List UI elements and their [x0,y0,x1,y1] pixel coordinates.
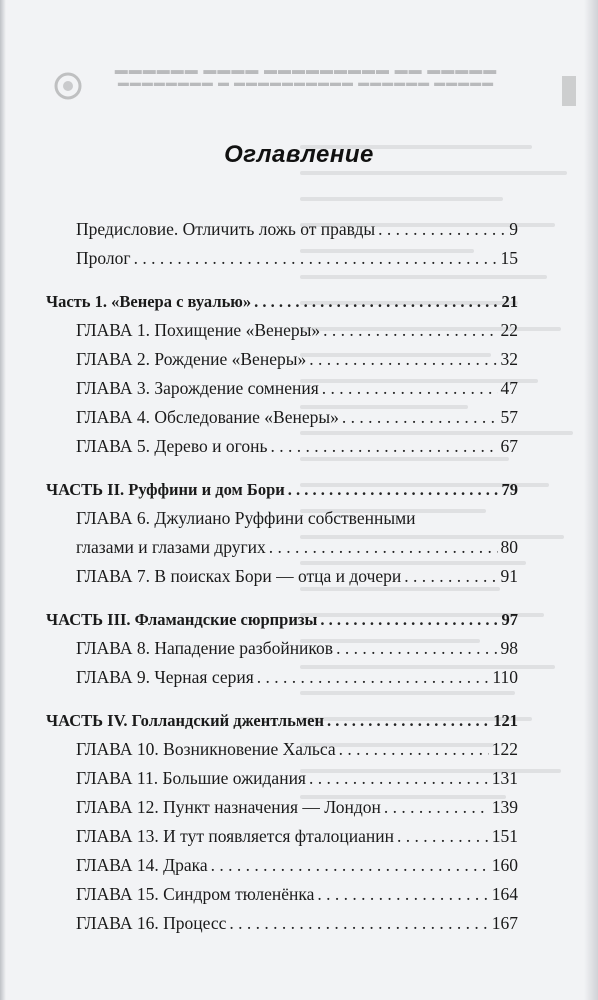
toc-part-label: ЧАСТЬ IV. Голландский джентльмен [46,711,324,730]
leader-dots [342,403,498,432]
toc-page-number: 167 [491,913,518,933]
toc-part-label: ЧАСТЬ II. Руффини и дом Бори [46,480,285,499]
toc-entry[interactable] [46,345,518,374]
toc-entry[interactable] [46,793,518,822]
toc-entry[interactable] [46,634,518,663]
toc-entry[interactable] [46,822,518,851]
toc-page-number: 22 [500,320,518,340]
leader-dots [270,432,497,461]
toc-entry-label: ГЛАВА 10. Возникновение Хальса [76,739,336,759]
toc-entry-label: ГЛАВА 14. Драка [76,855,208,875]
toc-entry-label: ГЛАВА 4. Обследование «Венеры» [76,407,339,427]
toc-entry[interactable] [46,909,518,938]
leader-dots [229,909,488,938]
toc-entry[interactable] [46,215,518,244]
toc-part-entry[interactable] [46,706,518,735]
toc-page-number: 131 [491,768,518,788]
toc-entry[interactable] [46,403,518,432]
toc-entry[interactable] [46,851,518,880]
toc-page-number: 47 [500,378,518,398]
toc-entry-label: ГЛАВА 8. Нападение разбойников [76,638,334,658]
toc-entry[interactable] [46,764,518,793]
toc-entry-label: ГЛАВА 16. Процесс [76,913,227,933]
bleed-through-page-number [562,76,576,106]
toc-entry-label: ГЛАВА 13. И тут появляется фталоцианин [76,826,395,846]
toc-entry[interactable] [46,316,518,345]
leader-dots [327,706,490,735]
toc-page-number: 9 [509,219,518,239]
page-title: Оглавление [224,141,374,168]
toc-page-number: 110 [492,667,518,687]
leader-dots [257,663,490,692]
toc-page-number: 79 [501,480,518,499]
toc-entry[interactable] [46,533,518,562]
leader-dots [336,634,497,663]
toc-page-number: 21 [501,292,518,311]
toc-entry-label-line2: глазами и глазами других [76,537,266,557]
toc-entry-label: ГЛАВА 9. Черная серия [76,667,254,687]
toc-entry-label: ГЛАВА 12. Пункт назначения — Лондон [76,797,381,817]
toc-page-number: 164 [491,884,518,904]
leader-dots [288,475,499,504]
toc-entry-label: ГЛАВА 7. В поисках Бори — отца и дочери [76,566,402,586]
bleed-through-header: ▬▬▬▬▬ ▬▬ ▬▬▬▬▬▬▬▬▬ ▬▬▬▬ ▬▬▬▬▬▬ ▬▬▬▬▬ ▬▬▬▬▬▬ ▬▬▬▬▬▬▬▬▬▬ ▬ ▬▬▬▬▬▬▬▬ [113,62,497,89]
leader-dots [384,793,489,822]
leader-dots [339,735,489,764]
table-of-contents [46,215,518,938]
leader-dots [269,533,498,562]
toc-entry[interactable] [46,880,518,909]
toc-page-number: 80 [500,537,518,557]
toc-entry-label: ГЛАВА 5. Дерево и огонь [76,436,268,456]
toc-entry-label: ГЛАВА 11. Большие ожидания [76,768,306,788]
toc-entry[interactable] [46,432,518,461]
toc-page-number: 57 [500,407,518,427]
toc-page-number: 97 [501,610,518,629]
toc-entry-label: Предисловие. Отличить ложь от правды [76,219,376,239]
toc-page-number: 160 [491,855,518,875]
toc-page-number: 139 [491,797,518,817]
toc-page-number: 91 [500,566,518,586]
toc-page-number: 32 [500,349,518,369]
toc-entry-label-line1[interactable]: ГЛАВА 6. Джулиано Руффини собственными [76,508,416,528]
toc-part-entry[interactable] [46,287,518,316]
leader-dots [134,244,498,273]
leader-dots [211,851,489,880]
leader-dots [320,605,498,634]
toc-entry[interactable] [46,562,518,591]
toc-entry-label: ГЛАВА 3. Зарождение сомнения [76,378,319,398]
toc-entry[interactable] [46,663,518,692]
toc-entry-label: ГЛАВА 2. Рождение «Венеры» [76,349,307,369]
leader-dots [254,287,498,316]
toc-entry-label: ГЛАВА 15. Синдром тюленёнка [76,884,315,904]
toc-page-number: 151 [491,826,518,846]
leader-dots [309,764,489,793]
toc-part-label: ЧАСТЬ III. Фламандские сюрпризы [46,610,318,629]
leader-dots [378,215,506,244]
leader-dots [317,880,488,909]
toc-page-number: 15 [500,248,518,268]
leader-dots [309,345,497,374]
toc-page-number: 122 [491,739,518,759]
toc-entry[interactable] [46,735,518,764]
toc-part-entry[interactable] [46,605,518,634]
toc-part-entry[interactable] [46,475,518,504]
leader-dots [397,822,489,851]
leader-dots [323,316,497,345]
leader-dots [404,562,497,591]
toc-page-number: 98 [500,638,518,658]
toc-page-number: 67 [500,436,518,456]
toc-entry[interactable] [46,244,518,273]
toc-entry-label: Пролог [76,248,131,268]
toc-part-label: Часть 1. «Венера с вуалью» [46,292,252,311]
toc-entry-label: ГЛАВА 1. Похищение «Венеры» [76,320,321,340]
toc-entry[interactable] [46,374,518,403]
toc-page-number: 121 [493,711,518,730]
leader-dots [322,374,498,403]
